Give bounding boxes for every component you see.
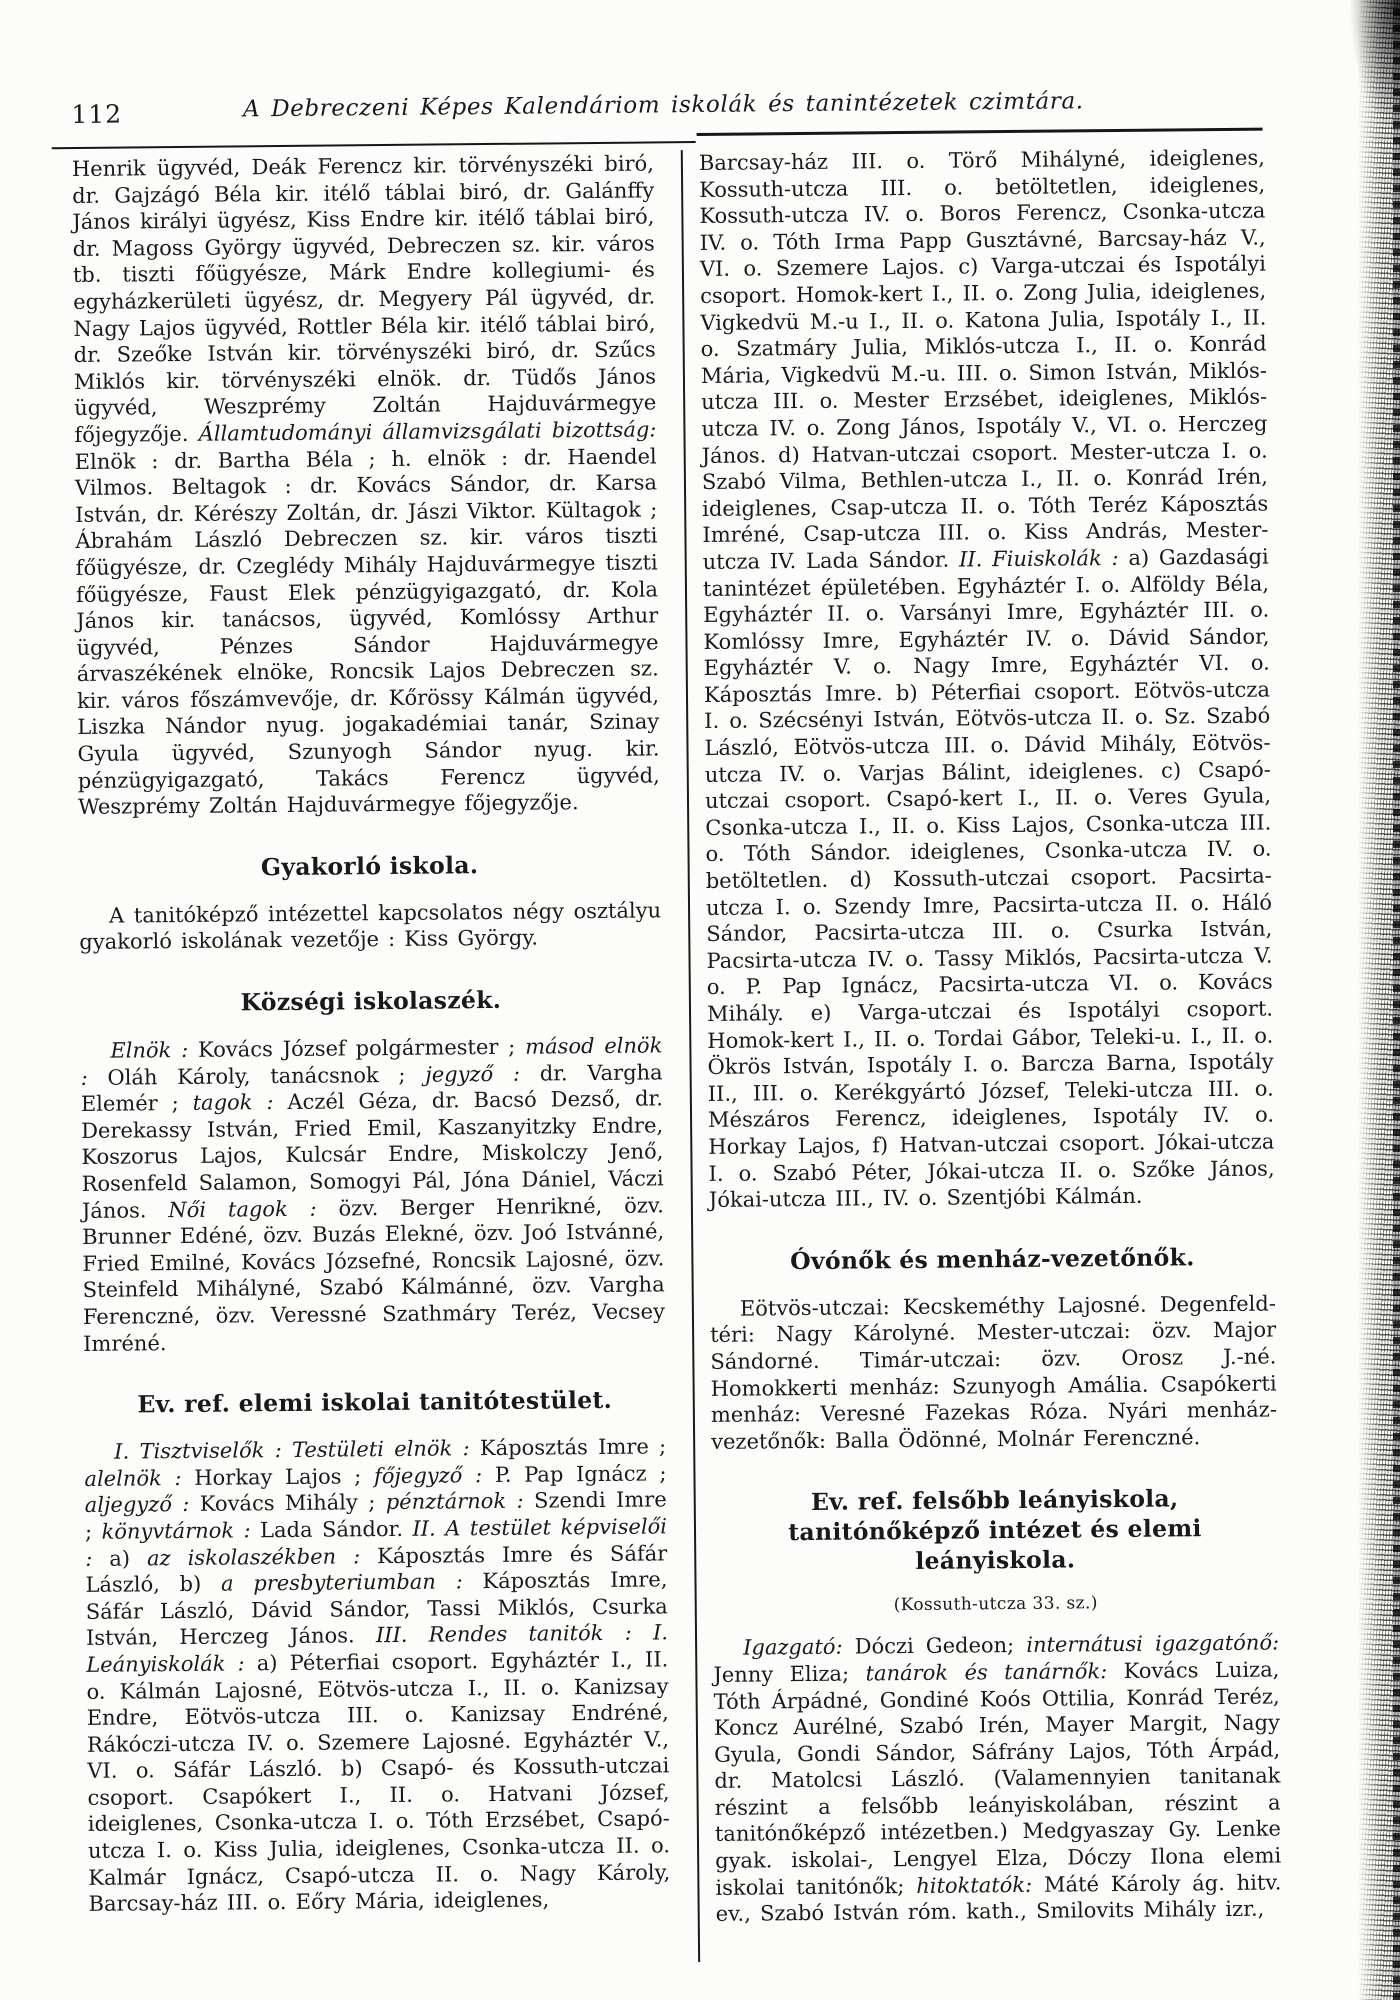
italic-text-run: főjegyző : xyxy=(373,1462,483,1488)
text-run: özv. Berger Henrikné, özv. Brunner Edéné, özv. Buzás Elekné, özv. Joó Istvánné, Fried Emilné, Kovács Józsefné, Roncsik Lajosné, özv. Steinfeld Mihályné, Szabó Kálmánné, özv. Vargha Ferenczné, özv. Veressné Szathmáry Teréz, Vecsey Imréné. xyxy=(82,1192,666,1356)
section-heading: Ev. ref. felsőbb leányiskola, tanitónőképző intézet és elemi leányiskola. xyxy=(788,1484,1202,1576)
text-run: Eötvös-utczai: Kecskeméthy Lajosné. Degenfeld-téri: Nagy Károlyné. Mester-utczai: özv. Major Sándorné. Timár-utczai: özv. Orosz J.-né. Homokkerti menház: Szunyogh Amália. Csapókerti menház: Veresné Fazekas Róza. Nyári menház-vezetőnők: Balla Ödönné, Molnár Ferenczné. xyxy=(710,1291,1277,1454)
italic-text-run: Elnök : xyxy=(110,1037,189,1063)
paragraph xyxy=(84,1434,671,1918)
section-heading: Ev. ref. elemi iskolai tanitótestület. xyxy=(137,1386,613,1419)
paragraph xyxy=(79,897,661,956)
italic-text-run: az iskolaszékben : xyxy=(146,1543,361,1570)
text-run: Aczél Géza, dr. Bacsó Dezső, dr. Derekassy István, Fried Emil, Kaszanyitzky Endre, Koszorus Lajos, Kulcsár Endre, Miskolczy Jenő, Rosenfeld Salamon, Somogyi Pál, Jóna Dániel, Váczi János. xyxy=(81,1086,664,1223)
text-run: a) Péterfiai csoport. Egyháztér I., II. o. Kálmán Lajosné, Eötvös-utcza I., II. o. Kanizsay Endre, Eötvös-utcza III. o. Kanizsay Endréné, Rákóczi-utcza IV. o. Szemere Lajosné. Egyháztér V., VI. o. Sáfár László. b) Csapó- és Kossuth-utczai csoport. Csapókert I., II. o. Hatvani József, ideiglenes, Csonka-utcza I. o. Tóth Erzsébet, Csapó-utcza I. o. Kiss Julia, ideiglenes, Csonka-utcza II. o. Kalmár Ignácz, Csapó-utcza II. o. Nagy Károly, Barcsay-ház III. o. Eőry Mária, ideiglenes, xyxy=(86,1647,671,1917)
paragraph xyxy=(713,1630,1282,1928)
italic-text-run: internátusi igazgatónő: xyxy=(1026,1630,1280,1658)
paragraph xyxy=(699,145,1275,1214)
text-run: Dóczi Gedeon; xyxy=(842,1633,1027,1659)
text-run: Jenny Eliza; xyxy=(713,1661,866,1687)
text-run: Barcsay-ház III. o. Törő Mihályné, ideiglenes, Kossuth-utcza III. o. betöltetlen, ideiglenes, Kossuth-utcza IV. o. Boros Ferencz, Csonka-utcza IV. o. Tóth Irma Papp Gusztávné, Barcsay-ház V., VI. o. Szemere Lajos. c) Varga-utczai és Ispotályi csoport. Homok-kert I., II. o. Zong Julia, ideiglenes, Vigkedvü M.-u I., II. o. Katona Julia, Ispotály I., II. o. Szatmáry Julia, Miklós-utcza I., II. o. Konrád Mária, Vigkedvü M.-u. III. o. Simon István, Miklós-utcza III. o. Mester Erzsébet, ideiglenes, Miklós-utcza IV. o. Zong János, Ispotály V., VI. o. Herczeg János. d) Hatvan-utczai csoport. Mester-utcza I. o. Szabó Vilma, Bethlen-utcza I., II. o. Konrád Irén, ideiglenes, Csap-utcza II. o. Tóth Teréz Káposztás Imréné, Csap-utcza III. o. Kiss András, Mester-utcza IV. Lada Sándor. xyxy=(698,145,1269,574)
italic-text-run: könyvtárnok : xyxy=(101,1518,251,1544)
text-run: Kovács Luiza, Tóth Árpádné, Gondiné Koós Ottilia, Konrád Teréz, Koncz Aurélné, Szabó Irén, Mayer Margit, Nagy Gyula, Gondi Sándor, Sáfrány Lajos, Tóth Árpád, dr. Matolcsi László. (Valamennyien tanitanak részint a felsőbb leányiskolában, részint a tanitónőképző intézetben.) Medgyaszay Gy. Lenke gyak. iskolai-, Lengyel Elza, Dóczy Ilona elemi iskolai tanitónők; xyxy=(713,1657,1282,1900)
italic-text-run: Igazgató: xyxy=(743,1634,843,1660)
text-run: Henrik ügyvéd, Deák Ferencz kir. törvényszéki biró, dr. Gajzágó Béla kir. itélő táblai biró, dr. Galánffy János királyi ügyész, Kiss Endre kir. itélő táblai biró, dr. Magoss György ügyvéd, Debreczen sz. kir. város tb. tiszti főügyésze, Márk Endre kollegiumi- és egyházkerületi ügyész, dr. Megyery Pál ügyvéd, dr. Nagy Lajos ügyvéd, Rottler Béla kir. itélő táblai biró, dr. Szeőke István kir. törvényszéki biró, dr. Szűcs Miklós kir. törvényszéki elnök. dr. Tüdős János ügyvéd, Weszprémy Zoltán Hajduvármegye főjegyzője. xyxy=(71,151,657,447)
text-run: Horkay Lajos ; xyxy=(181,1463,375,1490)
text-run: Lada Sándor. xyxy=(250,1516,413,1543)
column-divider-rule xyxy=(681,150,700,1962)
italic-text-run: I. Tisztviselők : Testületi elnök : xyxy=(114,1436,470,1464)
text-run: a) xyxy=(92,1545,148,1571)
text-run: Szendi Imre ; xyxy=(84,1487,667,1544)
text-run: Elnök : dr. Bartha Béla ; h. elnök : dr. Haendel Vilmos. Beltagok : dr. Kovács Sándor, dr. Karsa István, dr. Kérészy Zoltán, dr. Jászi Viktor. Kültagok ; Ábrahám László Debreczen sz. kir. város tiszti főügyésze, dr. Czeglédy Mihály Hajduvármegye tiszti főügyésze, Faust Elek pénzügyigazgató, dr. Kola János kir. tanácsos, ügyvéd, Komlóssy Arthur ügyvéd, Pénzes Sándor Hajduvármegye árvaszékének elnöke, Roncsik Lajos Debreczen sz. kir. város főszámvevője, dr. Kőrössy Kálmán ügyvéd, Liszka Nándor nyug. jogakadémiai tanár, Szinay Gyula ügyvéd, Szunyogh Sándor nyug. kir. pénzügyigazgató, Takács Ferencz ügyvéd, Weszprémy Zoltán Hajduvármegye főjegyzője. xyxy=(74,443,660,820)
text-run: Kovács József polgármester ; xyxy=(188,1034,526,1062)
paragraph xyxy=(72,150,660,820)
running-title: A Debreczeni Képes Kalendáriom iskolák és tanintézetek czimtára. xyxy=(242,88,1084,123)
section-subnote: (Kossuth-utcza 33. sz.) xyxy=(893,1593,1098,1616)
page-number: 112 xyxy=(71,99,123,130)
left-column xyxy=(72,150,671,1917)
paragraph xyxy=(80,1032,665,1357)
italic-text-run: tanárok és tanárnők: xyxy=(865,1659,1108,1686)
section-heading: Községi iskolaszék. xyxy=(240,985,502,1017)
italic-text-run: másod elnök : xyxy=(80,1033,663,1090)
italic-text-run: a presbyteriumban : xyxy=(220,1569,463,1596)
italic-text-run: II. Fiuiskolák : xyxy=(958,545,1119,572)
italic-text-run: III. Rendes tanitók : I. Leányiskolák : xyxy=(86,1620,669,1677)
text-run: P. Pap Ignácz ; xyxy=(482,1461,667,1487)
italic-text-run: jegyző : xyxy=(425,1061,521,1087)
header-rule-right xyxy=(697,128,1263,136)
text-run: Káposztás Imre és Sáfár László, b) xyxy=(85,1540,668,1598)
italic-text-run: Államtudományi államvizsgálati bizottság: xyxy=(198,417,657,446)
text-run: dr. Vargha Elemér ; xyxy=(80,1059,663,1117)
text-run: Oláh Károly, tanácsnok ; xyxy=(87,1062,426,1090)
text-run: a) Gazdasági tanintézet épületében. Egyháztér I. o. Alföldy Béla, Egyháztér II. o. Varsányi Imre, Egyháztér III. o. Komlóssy Imre, Egyháztér IV. o. Dávid Sándor, Egyháztér V. o. Nagy Imre, Egyháztér VI. o. Káposztás Imre. b) Péterfiai csoport. Eötvös-utcza I. o. Szécsényi István, Eötvös-utcza II. o. Sz. Szabó László, Eötvös-utcza III. o. Dávid Mihály, Eötvös-utcza IV. o. Varjas Bálint, ideiglenes. c) Csapó-utczai csoport. Csapó-kert I., II. o. Veres Gyula, Csonka-utcza I., II. o. Kiss Lajos, Csonka-utcza III. o. Tóth Sándor. ideiglenes, Csonka-utcza IV. o. betöltetlen. d) Kossuth-utczai csoport. Pacsirta-utcza I. o. Szendy Imre, Pacsirta-utcza II. o. Háló Sándor, Pacsirta-utcza III. o. Csurka István, Pacsirta-utcza IV. o. Tassy Miklós, Pacsirta-utcza V. o. P. Pap Ignácz, Pacsirta-utcza VI. o. Kovács Mihály. e) Varga-utczai és Ispotályi csoport. Homok-kert I., II. o. Tordai Gábor, Teleki-u. I., II. o. Ökrös István, Ispotály I. o. Barcza Barna, Ispotály II., III. o. Kerékgyártó József, Teleki-utcza III. o. Mészáros Ferencz, ideiglenes, Ispotály IV. o. Horkay Lajos, f) Hatvan-utczai csoport. Jókai-utcza I. o. Szabó Péter, Jókai-utcza II. o. Szőke János, Jókai-utcza III., IV. o. Szentjóbi Kálmán. xyxy=(702,544,1275,1213)
italic-text-run: II. A testület képviselői : xyxy=(85,1514,668,1571)
text-run: Káposztás Imre, Sáfár László, Dávid Sándor, Tassi Miklós, Csurka István, Herczeg János. xyxy=(85,1567,668,1651)
text-run: Káposztás Imre ; xyxy=(469,1434,667,1461)
text-run: Kovács Mihály ; xyxy=(189,1490,386,1517)
section-heading: Gyakorló iskola. xyxy=(260,850,479,882)
paragraph xyxy=(710,1290,1278,1455)
italic-text-run: hitoktatók: xyxy=(916,1872,1033,1898)
italic-text-run: pénztárnok : xyxy=(385,1489,524,1515)
header-rule-left xyxy=(52,141,696,149)
italic-text-run: tagok : xyxy=(192,1090,274,1116)
italic-text-run: alelnök : xyxy=(84,1465,182,1491)
text-run: A tanitóképző intézettel kapcsolatos négy osztályu gyakorló iskolának vezetője : Kiss György. xyxy=(79,898,662,955)
text-run: Máté Károly ág. hitv. ev., Szabó István róm. kath., Smilovits Mihály izr., xyxy=(715,1870,1282,1927)
section-heading: Óvónők és menház-vezetőnők. xyxy=(790,1243,1195,1275)
right-column xyxy=(699,145,1282,1928)
italic-text-run: Női tagok : xyxy=(168,1196,317,1222)
italic-text-run: aljegyző : xyxy=(84,1492,190,1518)
